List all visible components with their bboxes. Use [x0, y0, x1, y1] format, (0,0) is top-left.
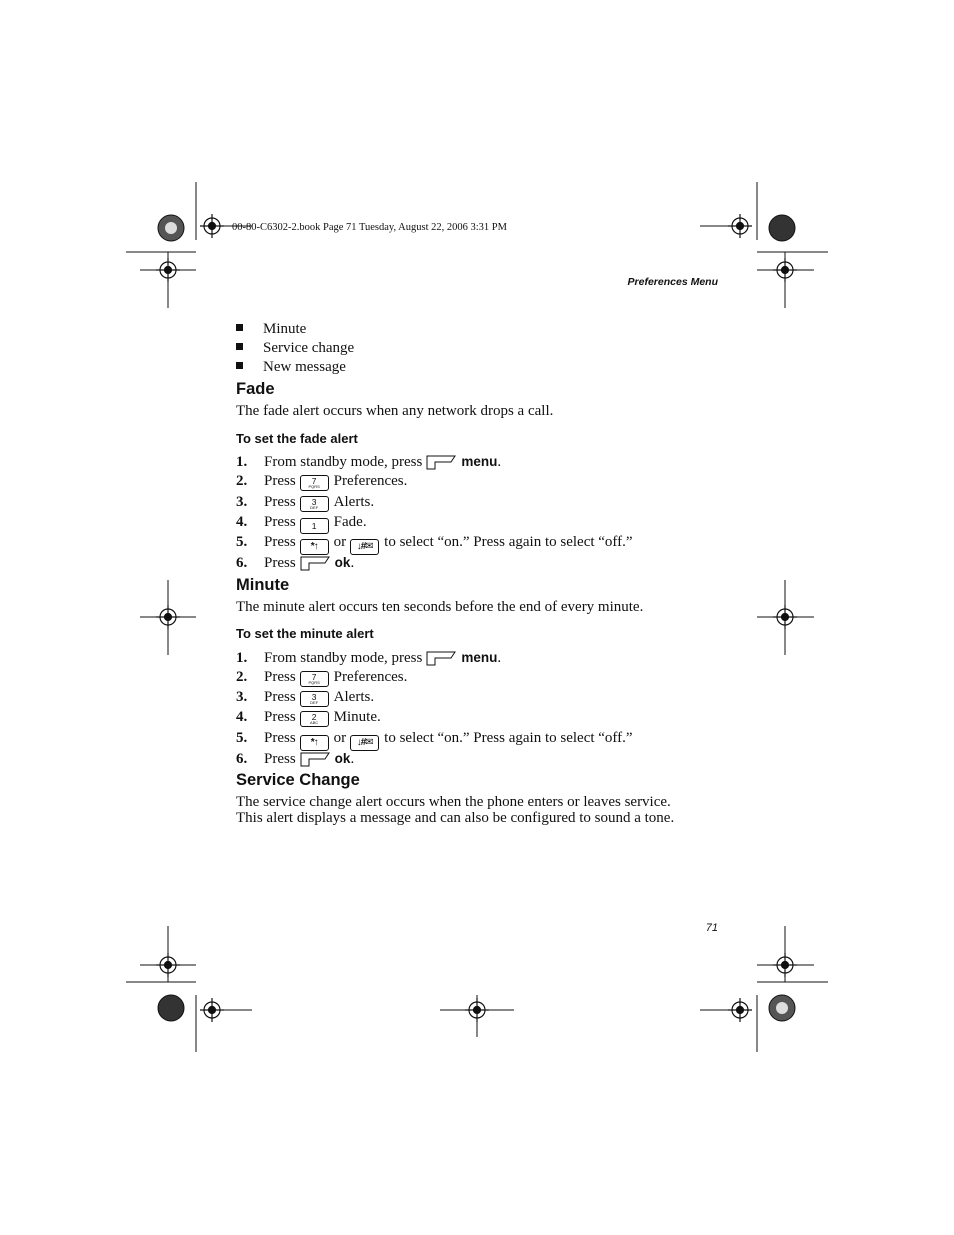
- minute-description: The minute alert occurs ten seconds before the end of every minute.: [236, 599, 644, 615]
- fade-step-1: 1. From standby mode, press menu.: [236, 454, 502, 470]
- fade-description: The fade alert occurs when any network drops a call.: [236, 403, 554, 419]
- minute-step-1: 1. From standby mode, press menu.: [236, 650, 502, 666]
- minute-step-3: 3. Press 3 DEF Alerts.: [236, 689, 375, 705]
- fade-step-4: 4. Press 1 Fade.: [236, 513, 367, 534]
- page-number: 71: [705, 922, 718, 934]
- fade-step-2: 2. Press 7 PQRS Preferences.: [236, 473, 408, 489]
- bullet-square-icon: [236, 324, 243, 331]
- bullet-item: Service change: [236, 339, 354, 358]
- key-2-icon: 2 ABC: [300, 711, 329, 727]
- minute-procedure-title: To set the minute alert: [236, 626, 374, 641]
- service-change-heading: Service Change: [236, 771, 360, 789]
- fade-step-6: 6. Press ok.: [236, 555, 355, 571]
- key-star-up-icon: *↑: [300, 539, 329, 555]
- minute-step-4: 4. Press 2 ABC Minute.: [236, 709, 381, 725]
- minute-step-5: 5. Press *↑ or ↓#✉ to select “on.” Press again to select “off.”: [236, 729, 633, 751]
- key-7-icon: 7 PQRS: [300, 671, 329, 687]
- fade-procedure-title: To set the fade alert: [236, 431, 358, 446]
- minute-step-6: 6. Press ok.: [236, 751, 355, 767]
- fade-step-5: 5. Press *↑ or ↓#✉ to select “on.” Press again to select “off.”: [236, 533, 633, 555]
- bullet-item: Minute: [236, 320, 306, 339]
- minute-step-2: 2. Press 7 PQRS Preferences.: [236, 669, 408, 685]
- service-change-description-line-2: This alert displays a message and can also be configured to sound a tone.: [236, 810, 675, 826]
- key-pound-down-icon: ↓#✉: [350, 735, 379, 751]
- file-slug: 00-80-C6302-2.book Page 71 Tuesday, August 22, 2006 3:31 PM: [232, 222, 507, 233]
- fade-step-3: 3. Press 3 DEF Alerts.: [236, 494, 375, 510]
- bullet-item: New message: [236, 358, 346, 377]
- left-softkey-icon: [426, 650, 456, 666]
- minute-heading: Minute: [236, 576, 290, 594]
- running-head: Preferences Menu: [627, 276, 718, 288]
- service-change-description-line-1: The service change alert occurs when the phone enters or leaves service.: [236, 794, 671, 810]
- key-3-icon: 3 DEF: [300, 496, 329, 512]
- left-softkey-icon: [300, 751, 330, 767]
- bullet-square-icon: [236, 362, 243, 369]
- key-1-icon: 1: [300, 518, 329, 534]
- key-3-icon: 3 DEF: [300, 691, 329, 707]
- key-7-icon: 7 PQRS: [300, 475, 329, 491]
- key-pound-down-icon: ↓#✉: [350, 539, 379, 555]
- key-star-up-icon: *↑: [300, 735, 329, 751]
- fade-heading: Fade: [236, 380, 275, 398]
- left-softkey-icon: [300, 555, 330, 571]
- bullet-square-icon: [236, 343, 243, 350]
- left-softkey-icon: [426, 454, 456, 470]
